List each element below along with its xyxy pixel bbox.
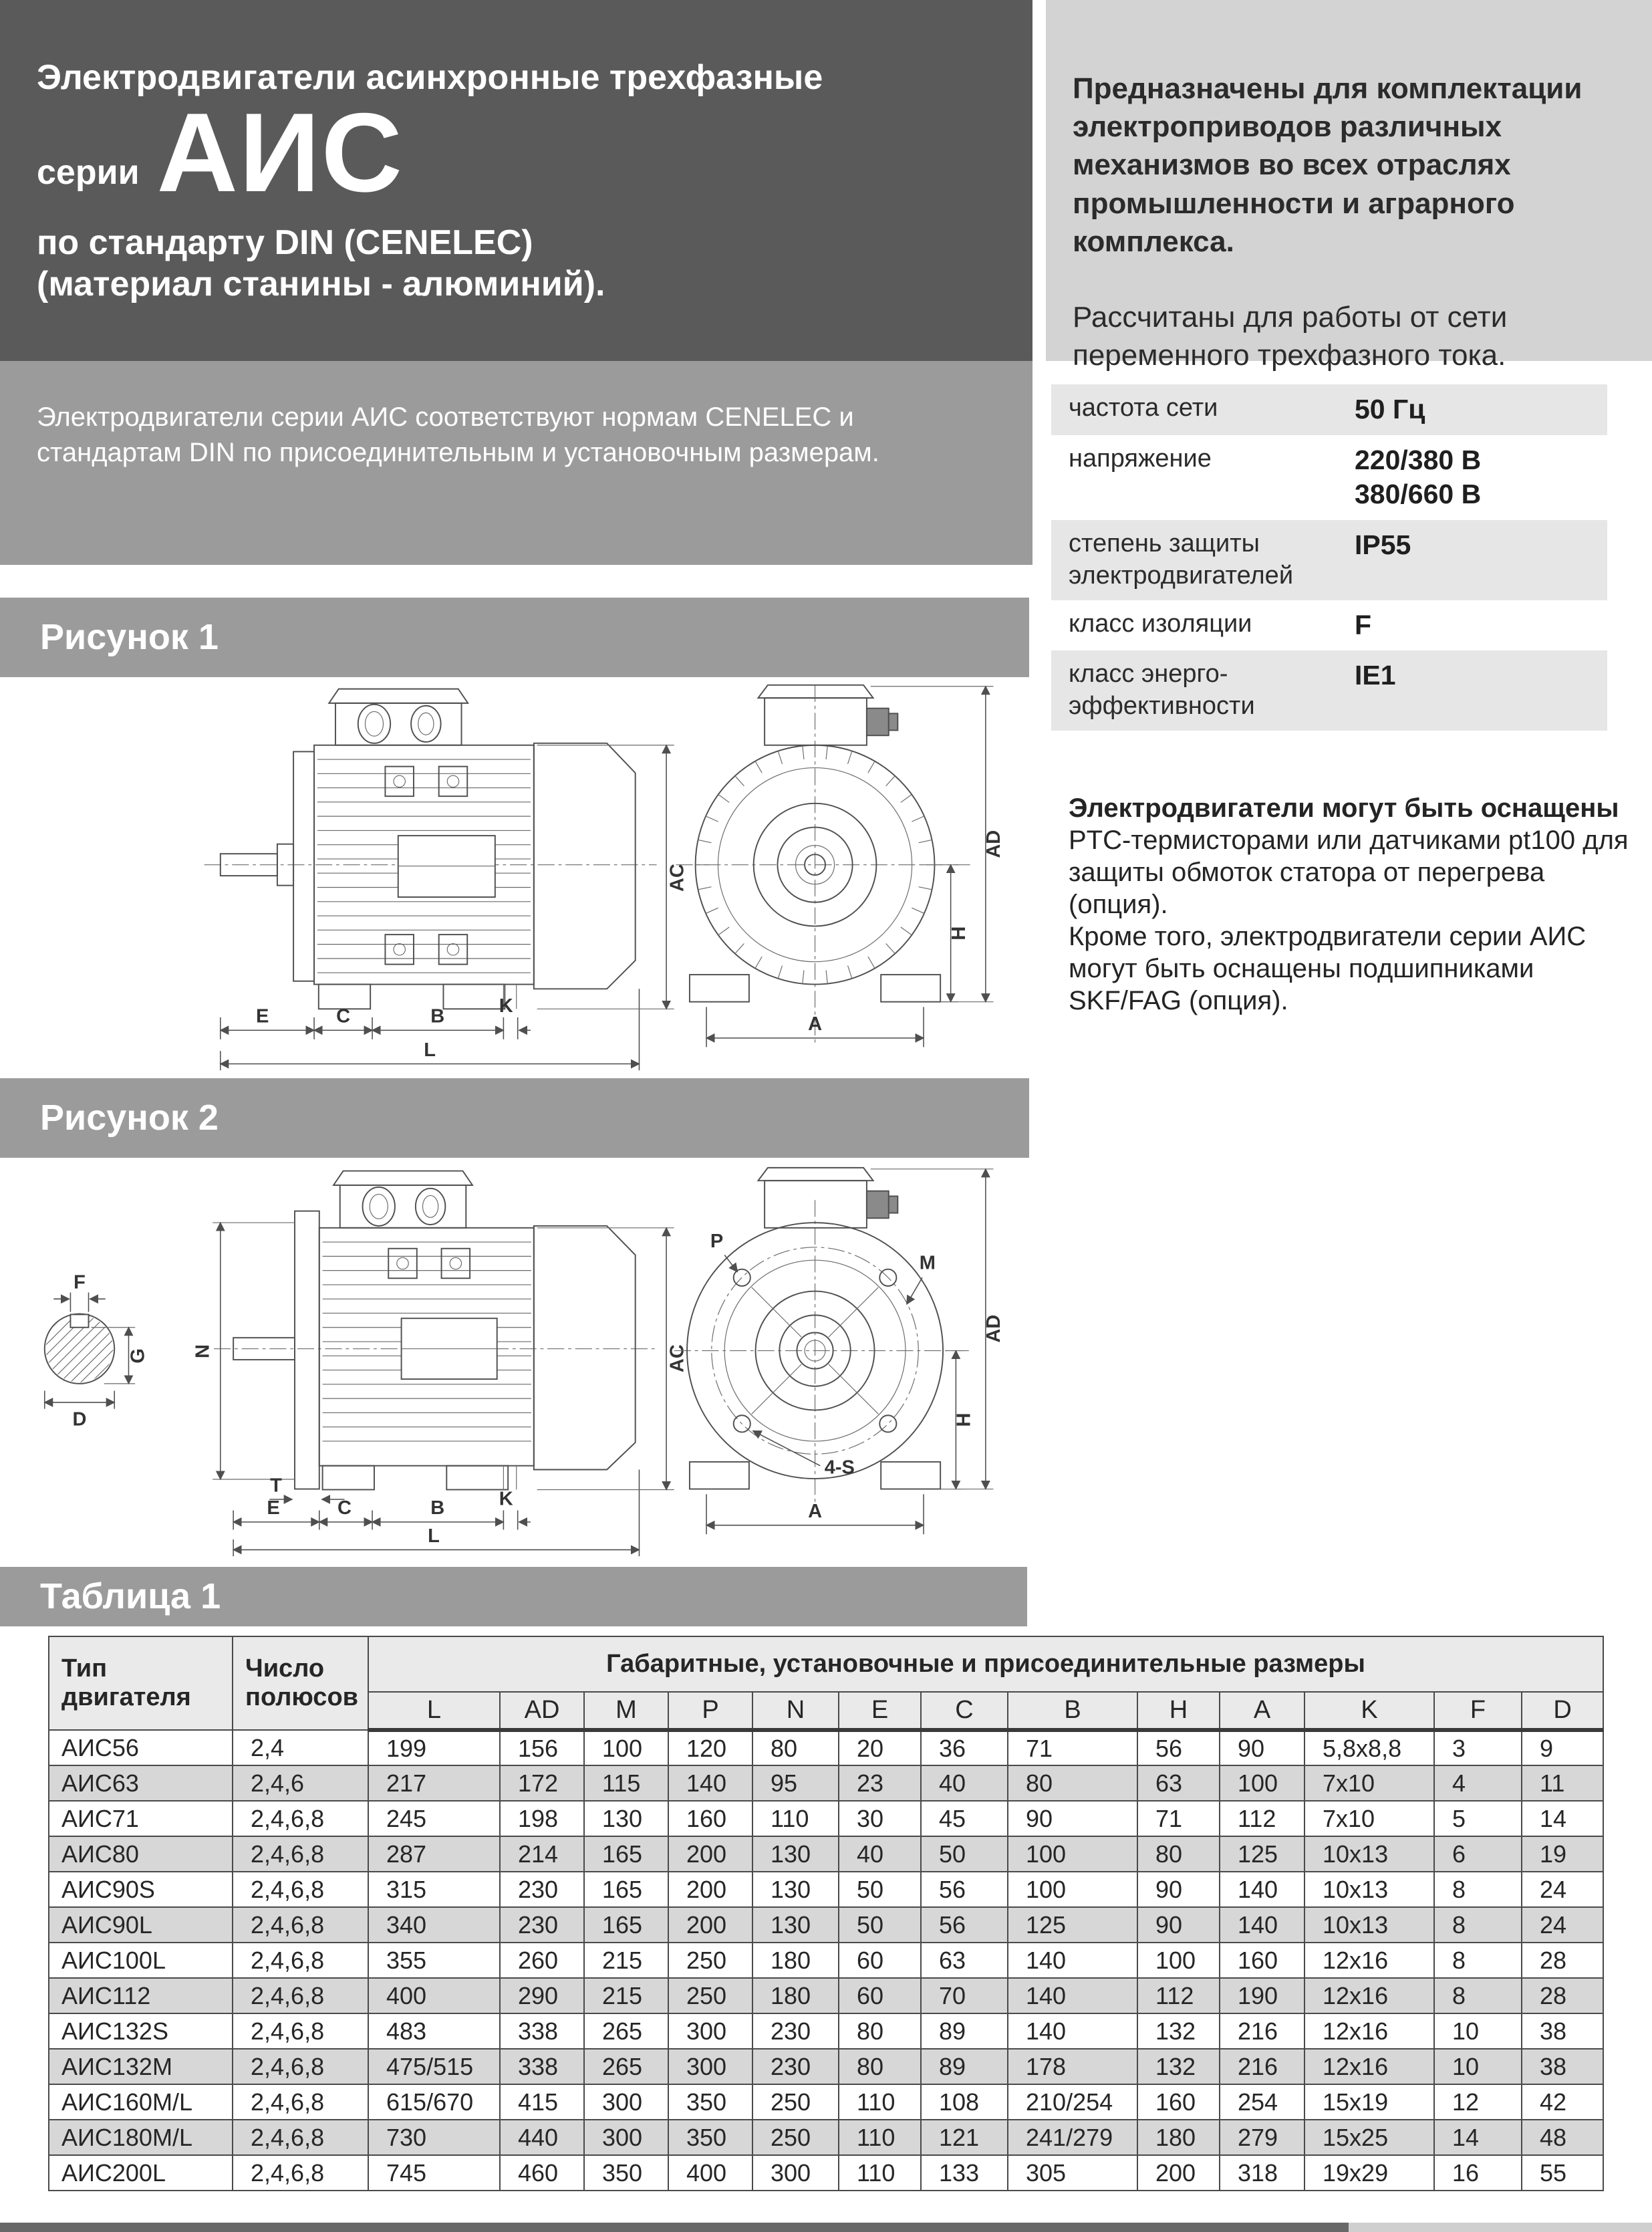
dimension-cell: 730 bbox=[368, 2120, 500, 2155]
dimension-cell: 8 bbox=[1434, 1907, 1522, 1943]
dimension-cell: 156 bbox=[500, 1730, 584, 1765]
col-header-ad: AD bbox=[500, 1692, 584, 1730]
dimension-cell: 100 bbox=[1220, 1765, 1304, 1801]
dimension-cell: 260 bbox=[500, 1943, 584, 1978]
dimension-cell: 80 bbox=[839, 2049, 921, 2084]
purpose-text: Предназначены для комплектации электроприводов различных механизмов во всех отраслях промышленности и аграрного комплекса. bbox=[1073, 72, 1582, 258]
dimension-cell: 160 bbox=[1220, 1943, 1304, 1978]
spec-value: IP55 bbox=[1355, 529, 1411, 560]
dimension-cell: 250 bbox=[668, 1943, 752, 1978]
dimension-cell: 15x25 bbox=[1304, 2120, 1434, 2155]
dim-l2: L bbox=[428, 1525, 440, 1547]
dimension-cell: 89 bbox=[921, 2013, 1008, 2049]
table-row bbox=[49, 1872, 1603, 1907]
spec-value: 220/380 В 380/660 В bbox=[1355, 444, 1482, 510]
dimension-cell: 45 bbox=[921, 1801, 1008, 1836]
dimension-cell: 10x13 bbox=[1304, 1836, 1434, 1872]
dim-p: P bbox=[710, 1230, 724, 1252]
dimension-cell: 125 bbox=[1220, 1836, 1304, 1872]
motor-type-cell: АИС132S bbox=[49, 2013, 233, 2049]
motor-type-cell: АИС112 bbox=[49, 1978, 233, 2013]
dimension-cell: 2,4,6 bbox=[233, 1765, 368, 1801]
dim-ad: AD bbox=[983, 830, 1002, 858]
dimension-cell: 19x29 bbox=[1304, 2155, 1434, 2191]
spec-row bbox=[1051, 384, 1607, 435]
spec-label: класс изоляции bbox=[1069, 609, 1252, 638]
dimension-cell: 2,4,6,8 bbox=[233, 2049, 368, 2084]
dimension-cell: 290 bbox=[500, 1978, 584, 2013]
dim-4s: 4-S bbox=[824, 1457, 855, 1479]
dimensions-table bbox=[48, 1636, 1604, 2191]
dimension-cell: 7x10 bbox=[1304, 1765, 1434, 1801]
dimension-cell: 3 bbox=[1434, 1730, 1522, 1765]
dimension-cell: 12 bbox=[1434, 2084, 1522, 2120]
dimension-cell: 14 bbox=[1522, 1801, 1603, 1836]
dimension-cell: 130 bbox=[752, 1872, 839, 1907]
dimension-cell: 55 bbox=[1522, 2155, 1603, 2191]
dimension-cell: 100 bbox=[1008, 1836, 1137, 1872]
dimension-cell: 90 bbox=[1008, 1801, 1137, 1836]
dimension-cell: 42 bbox=[1522, 2084, 1603, 2120]
dimension-cell: 12x16 bbox=[1304, 1978, 1434, 2013]
dimension-cell: 71 bbox=[1008, 1730, 1137, 1765]
motor-type-cell: АИС90L bbox=[49, 1907, 233, 1943]
dimension-cell: 250 bbox=[752, 2120, 839, 2155]
dim-h: H bbox=[948, 926, 970, 941]
col-header-l: L bbox=[368, 1692, 500, 1730]
dim-d: D bbox=[72, 1408, 87, 1431]
table-row bbox=[49, 1836, 1603, 1872]
table-row bbox=[49, 2120, 1603, 2155]
dimension-cell: 287 bbox=[368, 1836, 500, 1872]
dimension-cell: 178 bbox=[1008, 2049, 1137, 2084]
dimension-cell: 130 bbox=[584, 1801, 668, 1836]
dimension-cell: 12x16 bbox=[1304, 2049, 1434, 2084]
dimension-cell: 250 bbox=[668, 1978, 752, 2013]
dimension-cell: 2,4,6,8 bbox=[233, 2013, 368, 2049]
dim-f: F bbox=[74, 1271, 86, 1293]
dimension-cell: 172 bbox=[500, 1765, 584, 1801]
options-note-text: PTC-термисторами или датчиками pt100 для защиты обмоток статора от перегрева (опция). bbox=[1069, 826, 1629, 919]
flange-motor-drawing bbox=[20, 1158, 1002, 1566]
dimension-cell: 180 bbox=[752, 1943, 839, 1978]
dimension-cell: 56 bbox=[921, 1872, 1008, 1907]
dimension-cell: 2,4,6,8 bbox=[233, 1907, 368, 1943]
dimension-cell: 30 bbox=[839, 1801, 921, 1836]
dimension-cell: 24 bbox=[1522, 1907, 1603, 1943]
dimension-cell: 40 bbox=[839, 1836, 921, 1872]
figure2-banner: Рисунок 2 bbox=[0, 1078, 1029, 1158]
dimension-cell: 8 bbox=[1434, 1978, 1522, 2013]
motor-type-cell: АИС132M bbox=[49, 2049, 233, 2084]
dimension-cell: 110 bbox=[839, 2155, 921, 2191]
spec-row bbox=[1051, 600, 1607, 651]
spec-row bbox=[1051, 650, 1607, 731]
motor-type-cell: АИС80 bbox=[49, 1836, 233, 1872]
dimension-cell: 90 bbox=[1137, 1907, 1220, 1943]
dimension-cell: 10x13 bbox=[1304, 1872, 1434, 1907]
dimension-cell: 38 bbox=[1522, 2049, 1603, 2084]
col-header-h: H bbox=[1137, 1692, 1220, 1730]
spec-value: 50 Гц bbox=[1355, 394, 1425, 424]
dimension-cell: 217 bbox=[368, 1765, 500, 1801]
supply-text: Рассчитаны для работы от сети переменного трехфазного тока. bbox=[1073, 300, 1508, 372]
dimension-cell: 318 bbox=[1220, 2155, 1304, 2191]
dimension-cell: 15x19 bbox=[1304, 2084, 1434, 2120]
dimension-cell: 210/254 bbox=[1008, 2084, 1137, 2120]
dimension-cell: 38 bbox=[1522, 2013, 1603, 2049]
motor-type-cell: АИС63 bbox=[49, 1765, 233, 1801]
dimension-cell: 110 bbox=[839, 2084, 921, 2120]
dim-e: E bbox=[255, 1005, 269, 1027]
dimension-cell: 140 bbox=[1220, 1872, 1304, 1907]
dimension-cell: 215 bbox=[584, 1943, 668, 1978]
page-title: Электродвигатели асинхронные трехфазные bbox=[37, 58, 823, 97]
dimension-cell: 60 bbox=[839, 1943, 921, 1978]
dimension-cell: 132 bbox=[1137, 2049, 1220, 2084]
dimension-cell: 305 bbox=[1008, 2155, 1137, 2191]
dimension-cell: 214 bbox=[500, 1836, 584, 1872]
dimension-cell: 300 bbox=[584, 2084, 668, 2120]
dim-ad2: AD bbox=[983, 1314, 1002, 1343]
dimension-cell: 63 bbox=[921, 1943, 1008, 1978]
dimension-cell: 10 bbox=[1434, 2049, 1522, 2084]
table-row bbox=[49, 1765, 1603, 1801]
intro-text: Электродвигатели серии АИС соответствуют нормам CENELEC и стандартам DIN по присоединительным и установочным размерам. bbox=[37, 402, 879, 467]
dim-ac: AC bbox=[666, 864, 688, 892]
col-header-type: Тип двигателя bbox=[49, 1636, 233, 1730]
dim-g: G bbox=[127, 1348, 149, 1364]
dimension-cell: 100 bbox=[1008, 1872, 1137, 1907]
dimension-cell: 6 bbox=[1434, 1836, 1522, 1872]
dimension-cell: 50 bbox=[839, 1872, 921, 1907]
dimension-cell: 338 bbox=[500, 2049, 584, 2084]
figure1-drawing bbox=[20, 677, 1002, 1078]
dimension-cell: 16 bbox=[1434, 2155, 1522, 2191]
dimension-cell: 279 bbox=[1220, 2120, 1304, 2155]
table-row bbox=[49, 2013, 1603, 2049]
dimension-cell: 112 bbox=[1220, 1801, 1304, 1836]
options-note-line2: Кроме того, электродвигатели серии АИС могут быть оснащены подшипниками SKF/FAG (опция). bbox=[1069, 922, 1587, 1015]
dimension-cell: 460 bbox=[500, 2155, 584, 2191]
table-banner: Таблица 1 bbox=[0, 1567, 1027, 1626]
dimension-cell: 110 bbox=[839, 2120, 921, 2155]
dimension-cell: 2,4,6,8 bbox=[233, 1943, 368, 1978]
dimensions-table-wrap bbox=[48, 1636, 1604, 2191]
dimension-cell: 8 bbox=[1434, 1872, 1522, 1907]
col-header-group: Габаритные, установочные и присоединительные размеры bbox=[368, 1636, 1603, 1692]
table-row bbox=[49, 2049, 1603, 2084]
dimension-cell: 121 bbox=[921, 2120, 1008, 2155]
dimension-cell: 36 bbox=[921, 1730, 1008, 1765]
dimension-cell: 56 bbox=[1137, 1730, 1220, 1765]
spec-value: IE1 bbox=[1355, 660, 1396, 691]
footer-bar-dark bbox=[0, 2223, 1349, 2232]
dimension-cell: 160 bbox=[668, 1801, 752, 1836]
spec-label: частота сети bbox=[1069, 394, 1218, 422]
dimension-cell: 20 bbox=[839, 1730, 921, 1765]
dimension-cell: 115 bbox=[584, 1765, 668, 1801]
dim-c: C bbox=[336, 1005, 351, 1027]
dimension-cell: 198 bbox=[500, 1801, 584, 1836]
col-header-b: B bbox=[1008, 1692, 1137, 1730]
dimension-cell: 230 bbox=[500, 1872, 584, 1907]
dimension-cell: 350 bbox=[668, 2120, 752, 2155]
dimension-cell: 7x10 bbox=[1304, 1801, 1434, 1836]
series-row bbox=[37, 90, 1006, 216]
dimension-cell: 95 bbox=[752, 1765, 839, 1801]
dimension-cell: 11 bbox=[1522, 1765, 1603, 1801]
dimension-cell: 100 bbox=[584, 1730, 668, 1765]
dimension-cell: 40 bbox=[921, 1765, 1008, 1801]
options-note-bold: Электродвигатели могут быть оснащены PTC-термисторами или датчиками pt100 для защиты обмоток статора от перегрева (опция). bbox=[1069, 793, 1629, 919]
dimension-cell: 71 bbox=[1137, 1801, 1220, 1836]
col-header-k: K bbox=[1304, 1692, 1434, 1730]
dimension-cell: 340 bbox=[368, 1907, 500, 1943]
dimension-cell: 10x13 bbox=[1304, 1907, 1434, 1943]
table-row bbox=[49, 1907, 1603, 1943]
dimension-cell: 250 bbox=[752, 2084, 839, 2120]
col-header-a: A bbox=[1220, 1692, 1304, 1730]
dimension-cell: 28 bbox=[1522, 1978, 1603, 2013]
dimension-cell: 2,4,6,8 bbox=[233, 1978, 368, 2013]
dimension-cell: 125 bbox=[1008, 1907, 1137, 1943]
dimension-cell: 400 bbox=[668, 2155, 752, 2191]
col-header-m: M bbox=[584, 1692, 668, 1730]
dimension-cell: 140 bbox=[1008, 1943, 1137, 1978]
dimension-cell: 24 bbox=[1522, 1872, 1603, 1907]
standard-line-1: по стандарту DIN (CENELEC) bbox=[37, 223, 533, 262]
dimension-cell: 230 bbox=[752, 2049, 839, 2084]
series-label: серии bbox=[37, 152, 140, 192]
dimension-cell: 19 bbox=[1522, 1836, 1603, 1872]
dim-m: M bbox=[919, 1252, 936, 1274]
dim-a2: A bbox=[808, 1501, 823, 1523]
motor-type-cell: АИС71 bbox=[49, 1801, 233, 1836]
motor-type-cell: АИС180M/L bbox=[49, 2120, 233, 2155]
dimension-cell: 50 bbox=[921, 1836, 1008, 1872]
motor-type-cell: АИС160M/L bbox=[49, 2084, 233, 2120]
dimension-cell: 165 bbox=[584, 1836, 668, 1872]
dimension-cell: 200 bbox=[668, 1907, 752, 1943]
col-header-poles: Число полюсов bbox=[233, 1636, 368, 1730]
intro-block bbox=[0, 361, 1032, 565]
standard-subtitle bbox=[37, 222, 1006, 305]
dimension-cell: 132 bbox=[1137, 2013, 1220, 2049]
motor-type-cell: АИС200L bbox=[49, 2155, 233, 2191]
dim-b: B bbox=[430, 1005, 445, 1027]
dimension-cell: 12x16 bbox=[1304, 1943, 1434, 1978]
dim-h2: H bbox=[953, 1412, 975, 1427]
spec-row bbox=[1051, 435, 1607, 520]
purpose-panel bbox=[1046, 0, 1652, 372]
dimension-cell: 165 bbox=[584, 1872, 668, 1907]
motor-type-cell: АИС56 bbox=[49, 1730, 233, 1765]
table-row bbox=[49, 1943, 1603, 1978]
col-header-p: P bbox=[668, 1692, 752, 1730]
dimension-cell: 180 bbox=[752, 1978, 839, 2013]
dimension-cell: 483 bbox=[368, 2013, 500, 2049]
dimension-cell: 23 bbox=[839, 1765, 921, 1801]
dimension-cell: 140 bbox=[668, 1765, 752, 1801]
dimension-cell: 14 bbox=[1434, 2120, 1522, 2155]
dimension-cell: 89 bbox=[921, 2049, 1008, 2084]
dimension-cell: 70 bbox=[921, 1978, 1008, 2013]
dimension-cell: 200 bbox=[1137, 2155, 1220, 2191]
dimension-cell: 300 bbox=[584, 2120, 668, 2155]
dimension-cell: 110 bbox=[752, 1801, 839, 1836]
spec-list bbox=[1051, 384, 1607, 731]
dimension-cell: 2,4 bbox=[233, 1730, 368, 1765]
dimension-cell: 10 bbox=[1434, 2013, 1522, 2049]
dimension-cell: 350 bbox=[584, 2155, 668, 2191]
motor-type-cell: АИС100L bbox=[49, 1943, 233, 1978]
dimension-cell: 745 bbox=[368, 2155, 500, 2191]
col-header-e: E bbox=[839, 1692, 921, 1730]
dimension-cell: 265 bbox=[584, 2013, 668, 2049]
dimension-cell: 440 bbox=[500, 2120, 584, 2155]
footer-bar-light bbox=[1349, 2223, 1652, 2232]
dimension-cell: 80 bbox=[1008, 1765, 1137, 1801]
dimension-cell: 140 bbox=[1008, 2013, 1137, 2049]
figure2-drawing bbox=[20, 1158, 1002, 1566]
dimension-cell: 90 bbox=[1137, 1872, 1220, 1907]
dimension-cell: 216 bbox=[1220, 2013, 1304, 2049]
dimension-cell: 108 bbox=[921, 2084, 1008, 2120]
figure1-banner: Рисунок 1 bbox=[0, 598, 1029, 677]
dim-b2: B bbox=[430, 1497, 445, 1519]
dim-l: L bbox=[424, 1039, 436, 1061]
dimension-cell: 165 bbox=[584, 1907, 668, 1943]
dimension-cell: 63 bbox=[1137, 1765, 1220, 1801]
dimension-cell: 80 bbox=[839, 2013, 921, 2049]
dimension-cell: 254 bbox=[1220, 2084, 1304, 2120]
dimension-cell: 130 bbox=[752, 1836, 839, 1872]
dimension-cell: 28 bbox=[1522, 1943, 1603, 1978]
standard-line-2: (материал станины - алюминий). bbox=[37, 265, 605, 304]
series-name: АИС bbox=[156, 90, 404, 216]
col-header-c: C bbox=[921, 1692, 1008, 1730]
dimension-cell: 160 bbox=[1137, 2084, 1220, 2120]
spec-value: F bbox=[1355, 609, 1372, 640]
dim-k2: K bbox=[499, 1488, 513, 1510]
dimension-cell: 300 bbox=[752, 2155, 839, 2191]
spec-label: степень защиты электродвигателей bbox=[1069, 529, 1294, 590]
dimension-cell: 2,4,6,8 bbox=[233, 2120, 368, 2155]
dim-n: N bbox=[192, 1344, 214, 1359]
dimension-cell: 130 bbox=[752, 1907, 839, 1943]
dimension-cell: 230 bbox=[500, 1907, 584, 1943]
dimension-cell: 140 bbox=[1008, 1978, 1137, 2013]
dimension-cell: 5,8x8,8 bbox=[1304, 1730, 1434, 1765]
dimension-cell: 133 bbox=[921, 2155, 1008, 2191]
dimension-cell: 4 bbox=[1434, 1765, 1522, 1801]
col-header-n: N bbox=[752, 1692, 839, 1730]
dimension-cell: 2,4,6,8 bbox=[233, 1836, 368, 1872]
dimension-cell: 300 bbox=[668, 2013, 752, 2049]
spec-label: напряжение bbox=[1069, 444, 1212, 473]
dimension-cell: 355 bbox=[368, 1943, 500, 1978]
dimension-cell: 215 bbox=[584, 1978, 668, 2013]
dimension-cell: 80 bbox=[752, 1730, 839, 1765]
table-row bbox=[49, 1801, 1603, 1836]
dim-t: T bbox=[270, 1475, 282, 1497]
motor-type-cell: АИС90S bbox=[49, 1872, 233, 1907]
dimension-cell: 200 bbox=[668, 1872, 752, 1907]
dimension-cell: 245 bbox=[368, 1801, 500, 1836]
dimension-cell: 180 bbox=[1137, 2120, 1220, 2155]
dim-ac2: AC bbox=[666, 1344, 688, 1373]
dimension-cell: 475/515 bbox=[368, 2049, 500, 2084]
dimension-cell: 2,4,6,8 bbox=[233, 1872, 368, 1907]
dimension-cell: 5 bbox=[1434, 1801, 1522, 1836]
spec-label: класс энерго-эффективности bbox=[1069, 660, 1255, 721]
dimension-cell: 199 bbox=[368, 1730, 500, 1765]
dimension-cell: 265 bbox=[584, 2049, 668, 2084]
dimension-cell: 2,4,6,8 bbox=[233, 2084, 368, 2120]
dimension-cell: 9 bbox=[1522, 1730, 1603, 1765]
motor-side-front-view-drawing bbox=[20, 677, 1002, 1078]
dimension-cell: 230 bbox=[752, 2013, 839, 2049]
dimension-cell: 315 bbox=[368, 1872, 500, 1907]
dimension-cell: 400 bbox=[368, 1978, 500, 2013]
table-row bbox=[49, 1978, 1603, 2013]
col-header-d: D bbox=[1522, 1692, 1603, 1730]
dim-k: K bbox=[499, 995, 513, 1017]
dimension-cell: 200 bbox=[668, 1836, 752, 1872]
dim-e2: E bbox=[267, 1497, 280, 1519]
table-row bbox=[49, 1730, 1603, 1765]
dimension-cell: 112 bbox=[1137, 1978, 1220, 2013]
dimension-cell: 338 bbox=[500, 2013, 584, 2049]
dimension-cell: 80 bbox=[1137, 1836, 1220, 1872]
spec-row bbox=[1051, 520, 1607, 600]
dimension-cell: 60 bbox=[839, 1978, 921, 2013]
dimension-cell: 120 bbox=[668, 1730, 752, 1765]
dimension-cell: 216 bbox=[1220, 2049, 1304, 2084]
dimension-cell: 8 bbox=[1434, 1943, 1522, 1978]
dim-a: A bbox=[808, 1013, 823, 1035]
options-note bbox=[1069, 792, 1641, 1017]
dimension-cell: 350 bbox=[668, 2084, 752, 2120]
dimension-cell: 190 bbox=[1220, 1978, 1304, 2013]
dimension-cell: 615/670 bbox=[368, 2084, 500, 2120]
dimension-cell: 415 bbox=[500, 2084, 584, 2120]
title-block bbox=[0, 0, 1032, 361]
dimension-cell: 2,4,6,8 bbox=[233, 2155, 368, 2191]
dimension-cell: 56 bbox=[921, 1907, 1008, 1943]
col-header-f: F bbox=[1434, 1692, 1522, 1730]
table-row bbox=[49, 2155, 1603, 2191]
dimension-cell: 2,4,6,8 bbox=[233, 1801, 368, 1836]
dimension-cell: 12x16 bbox=[1304, 2013, 1434, 2049]
dimension-cell: 50 bbox=[839, 1907, 921, 1943]
dimension-cell: 140 bbox=[1220, 1907, 1304, 1943]
dimension-cell: 48 bbox=[1522, 2120, 1603, 2155]
dimension-cell: 100 bbox=[1137, 1943, 1220, 1978]
table-row bbox=[49, 2084, 1603, 2120]
dimension-cell: 90 bbox=[1220, 1730, 1304, 1765]
dimension-cell: 300 bbox=[668, 2049, 752, 2084]
dimension-cell: 241/279 bbox=[1008, 2120, 1137, 2155]
dim-c2: C bbox=[337, 1497, 352, 1519]
